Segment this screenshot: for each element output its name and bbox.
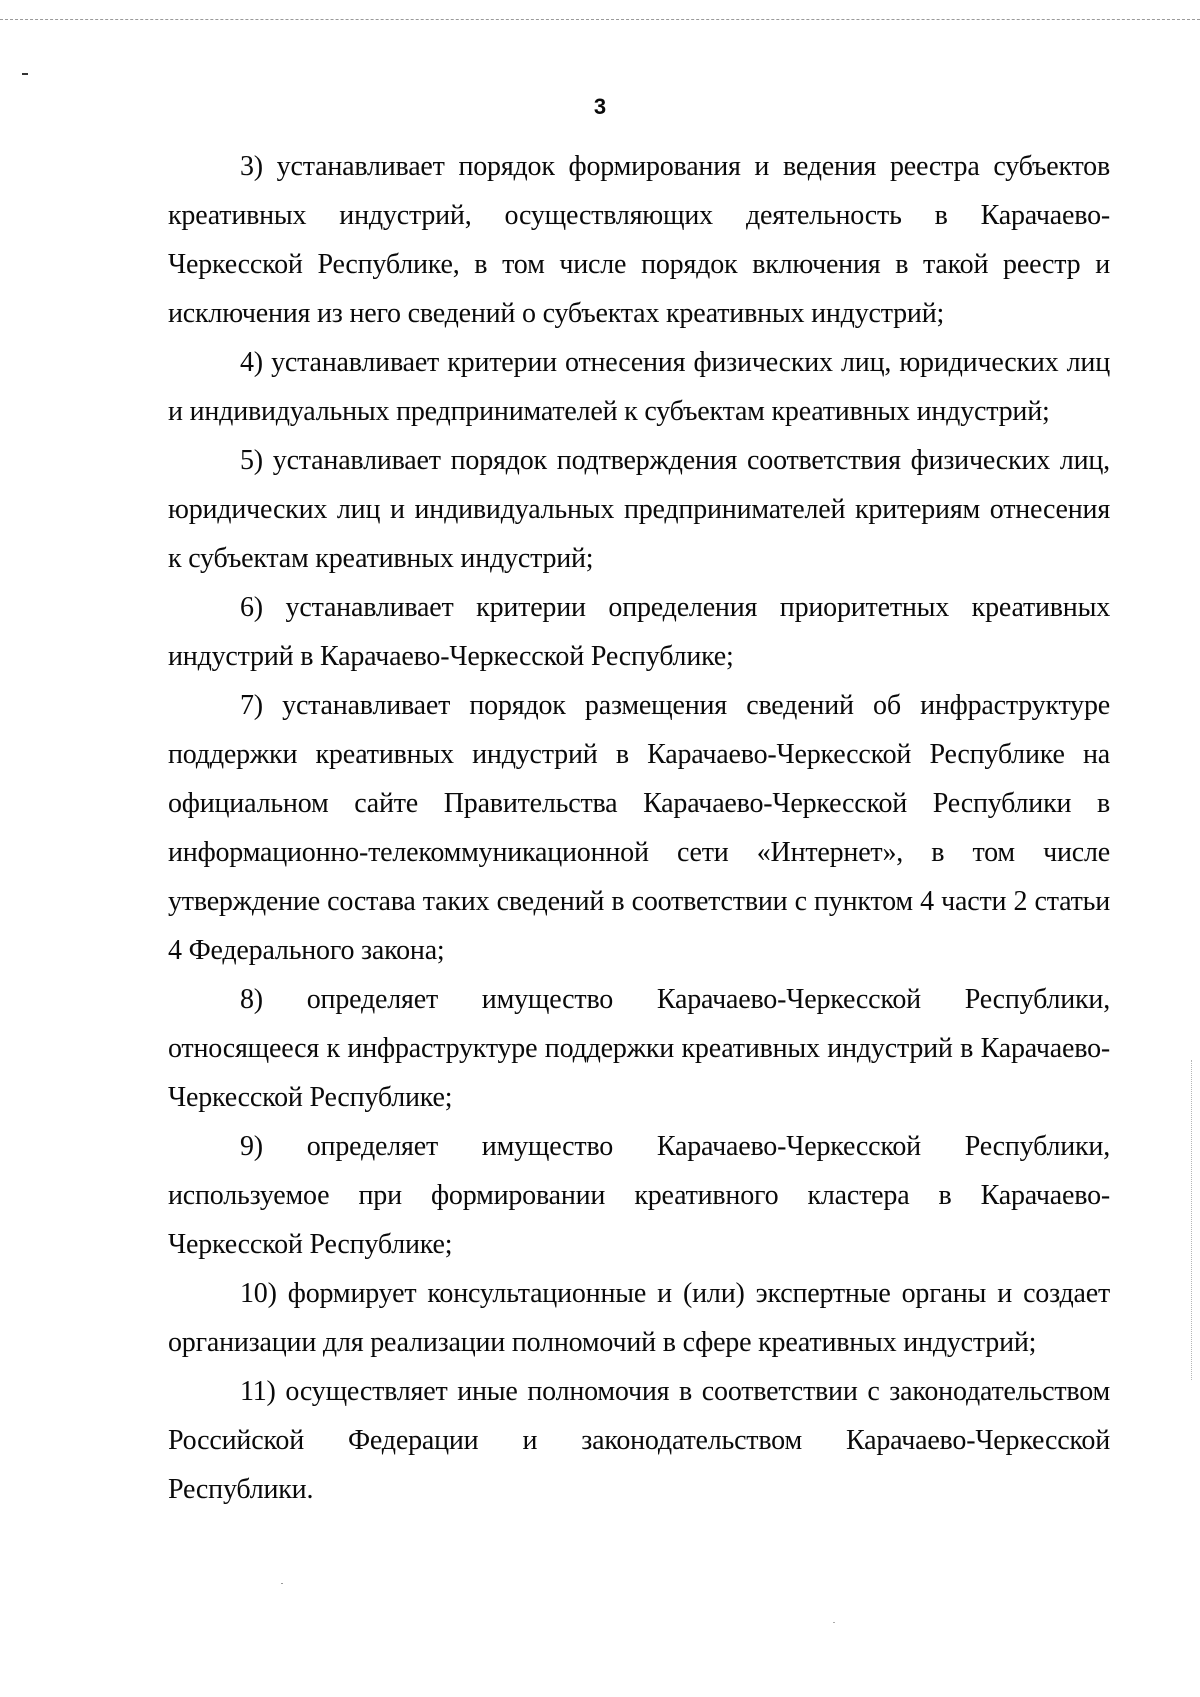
scan-mark <box>22 73 28 75</box>
document-body <box>168 142 1110 1514</box>
paragraph-item-11: 11) осуществляет иные полномочия в соответствии с законодательством Российской Федерации и законодательством Карачаево-Черкесской Республики. <box>168 1376 1110 1505</box>
paragraph-item-5: 5) устанавливает порядок подтверждения соответствия физических лиц, юридических лиц и индивидуальных предпринимателей критериям отнесения к субъектам креативных индустрий; <box>168 445 1110 574</box>
paragraph-item-9: 9) определяет имущество Карачаево-Черкесской Республики, используемое при формировании креативного кластера в Карачаево-Черкесской Республике; <box>168 1131 1110 1260</box>
paragraph-item-10: 10) формирует консультационные и (или) экспертные органы и создает организации для реализации полномочий в сфере креативных индустрий; <box>168 1278 1110 1358</box>
paragraph-item-3: 3) устанавливает порядок формирования и ведения реестра субъектов креативных индустрий, осуществляющих деятельность в Карачаево-Черкесской Республике, в том числе порядок включения в такой реестр и исключения из него сведений о субъектах креативных индустрий; <box>168 151 1110 329</box>
page-number: 3 <box>593 94 607 119</box>
scan-right-edge <box>1191 1060 1192 1380</box>
paragraph-item-6: 6) устанавливает критерии определения приоритетных креативных индустрий в Карачаево-Черкесской Республике; <box>168 592 1110 672</box>
paragraph-item-4: 4) устанавливает критерии отнесения физических лиц, юридических лиц и индивидуальных предпринимателей к субъектам креативных индустрий; <box>168 347 1110 427</box>
paragraph-item-7: 7) устанавливает порядок размещения сведений об инфраструктуре поддержки креативных индустрий в Карачаево-Черкесской Республике на официальном сайте Правительства Карачаево-Черкесской Республики в информационно-телекоммуникационной сети «Интернет», в том числе утверждение состава таких сведений в соответствии с пунктом 4 части 2 статьи 4 Федерального закона; <box>168 690 1110 966</box>
scan-top-border <box>0 19 1200 20</box>
scan-speck <box>281 1583 283 1584</box>
scan-speck <box>833 1622 835 1623</box>
paragraph-item-8: 8) определяет имущество Карачаево-Черкесской Республики, относящееся к инфраструктуре поддержки креативных индустрий в Карачаево-Черкесской Республике; <box>168 984 1110 1113</box>
